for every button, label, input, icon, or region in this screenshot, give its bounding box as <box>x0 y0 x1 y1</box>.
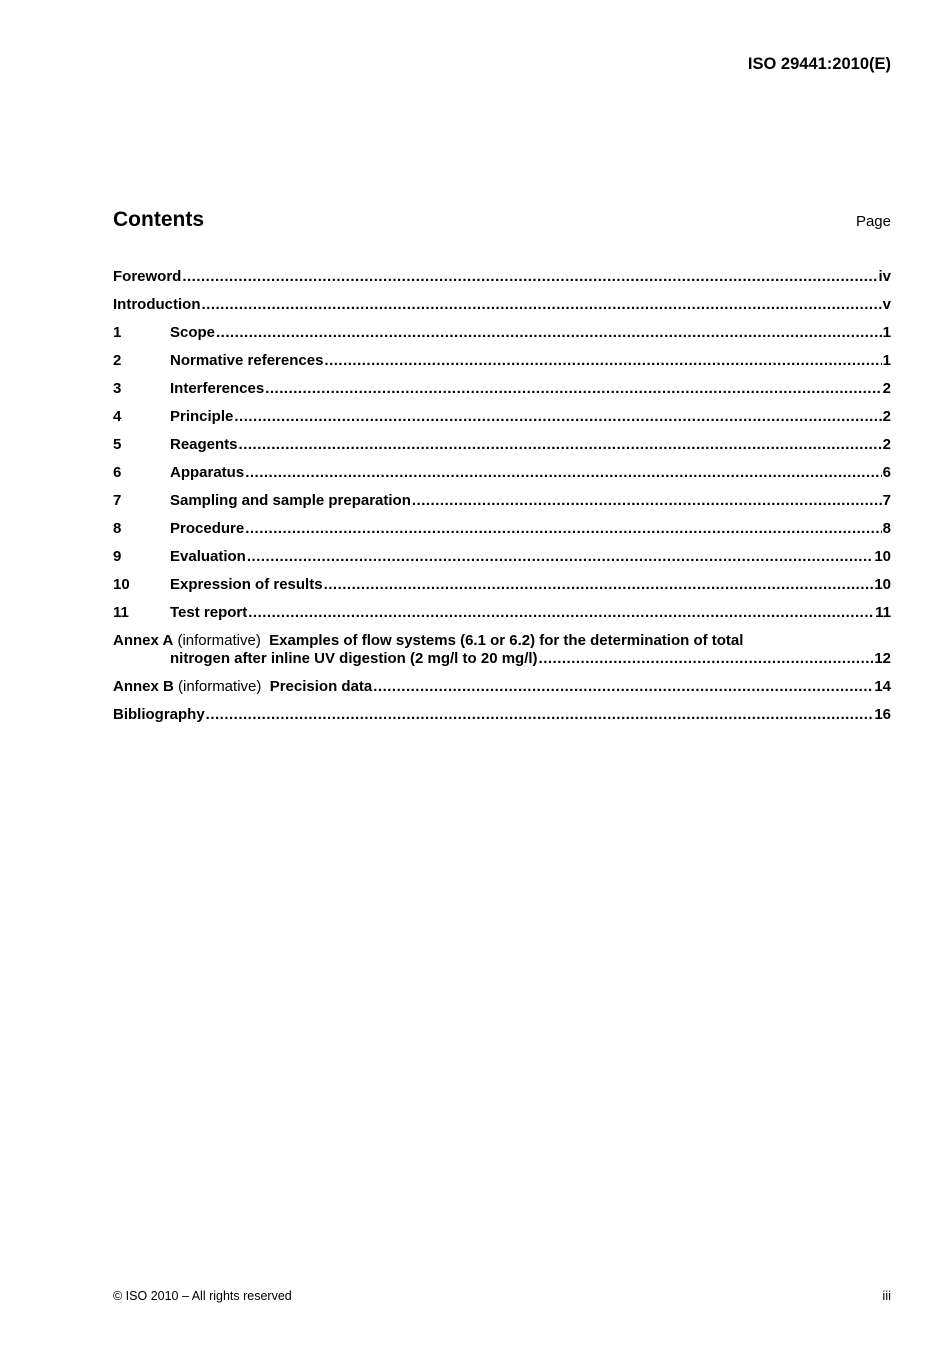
toc-entry-clause-4[interactable] <box>113 408 891 436</box>
document-id: ISO 29441:2010(E) <box>747 55 891 73</box>
toc-entry-number: 6 <box>113 464 122 481</box>
toc-entry-title: Sampling and sample preparation <box>170 492 411 509</box>
dot-leader <box>247 548 873 565</box>
footer-page-number: iii <box>882 1288 891 1303</box>
toc-entry-bibliography[interactable] <box>113 706 891 734</box>
toc-entry-number: 3 <box>113 380 122 397</box>
toc-entry-clause-7[interactable] <box>113 492 891 520</box>
toc-entry-annex-b[interactable] <box>113 678 891 706</box>
toc-entry-clause-11[interactable] <box>113 604 891 632</box>
toc-entry-number: 1 <box>113 324 122 341</box>
dot-leader <box>324 576 874 593</box>
toc-entry-title: Foreword <box>113 268 182 285</box>
toc-entry-number: 4 <box>113 408 122 425</box>
toc-entry-clause-1[interactable] <box>113 324 891 352</box>
dot-leader <box>539 650 874 667</box>
toc-entry-page: iv <box>878 268 891 285</box>
toc-entry-clause-5[interactable] <box>113 436 891 464</box>
dot-leader <box>248 604 874 621</box>
toc-entry-title: Procedure <box>170 520 245 537</box>
dot-leader <box>234 408 881 425</box>
toc-entry-number: 10 <box>113 576 130 593</box>
toc-entry-title: Evaluation <box>170 548 246 565</box>
toc-entry-clause-10[interactable] <box>113 576 891 604</box>
toc-entry-page: 14 <box>874 678 891 695</box>
toc-entry-number: 2 <box>113 352 122 369</box>
annex-title-line1: Examples of flow systems (6.1 or 6.2) for the determination of total <box>269 632 744 649</box>
toc-entry-title: Principle <box>170 408 234 425</box>
dot-leader <box>245 520 881 537</box>
contents-header <box>113 208 891 232</box>
toc-entry-title: Introduction <box>113 296 201 313</box>
toc-entry-title: Interferences <box>170 380 265 397</box>
toc-entry-title: Reagents <box>170 436 238 453</box>
toc-entry-page: v <box>882 296 891 313</box>
toc-entry-number: 8 <box>113 520 122 537</box>
annex-type <box>173 632 269 649</box>
dot-leader <box>324 352 881 369</box>
toc-entry-page: 2 <box>882 380 891 397</box>
toc-entry-page: 8 <box>882 520 891 537</box>
toc-entry-page: 10 <box>874 548 891 565</box>
annex-label: Annex A <box>113 632 174 649</box>
toc-entry-page: 16 <box>874 706 891 723</box>
toc-entry-page: 12 <box>874 650 891 667</box>
toc-entry-clause-2[interactable] <box>113 352 891 380</box>
annex-title-line2: nitrogen after inline UV digestion (2 mg/l to 20 mg/l) <box>170 650 538 667</box>
toc-entry-title: Apparatus <box>170 464 245 481</box>
annex-label: Annex B <box>113 678 174 695</box>
toc-entry-page: 11 <box>875 604 891 621</box>
toc-entry-clause-6[interactable] <box>113 464 891 492</box>
toc-entry-page: 2 <box>882 436 891 453</box>
contents-title: Contents <box>113 208 204 231</box>
toc-entry-page: 1 <box>882 324 891 341</box>
dot-leader <box>265 380 881 397</box>
toc-entry-clause-8[interactable] <box>113 520 891 548</box>
toc-entry-page: 10 <box>874 576 891 593</box>
dot-leader <box>239 436 882 453</box>
toc-entry-number: 11 <box>113 604 129 621</box>
dot-leader <box>182 268 877 285</box>
toc-entry-annex-a[interactable] <box>113 632 891 650</box>
table-of-contents <box>113 268 891 734</box>
annex-type <box>174 678 270 695</box>
annex-type-text: (informative) <box>178 678 262 695</box>
toc-entry-number: 5 <box>113 436 122 453</box>
toc-entry-annex-a-continuation[interactable] <box>113 650 891 678</box>
footer-copyright: © ISO 2010 – All rights reserved <box>113 1289 292 1303</box>
dot-leader <box>373 678 873 695</box>
toc-entry-title: Bibliography <box>113 706 205 723</box>
toc-entry-page: 6 <box>882 464 891 481</box>
toc-entry-page: 7 <box>882 492 891 509</box>
toc-entry-introduction[interactable] <box>113 296 891 324</box>
toc-entry-title: Scope <box>170 324 216 341</box>
toc-entry-title: Test report <box>170 604 248 621</box>
annex-type-text: (informative) <box>177 632 261 649</box>
dot-leader <box>216 324 882 341</box>
dot-leader <box>206 706 874 723</box>
toc-entry-page: 2 <box>882 408 891 425</box>
page-column-label: Page <box>855 213 891 230</box>
dot-leader <box>201 296 881 313</box>
toc-entry-number: 7 <box>113 492 122 509</box>
toc-entry-clause-9[interactable] <box>113 548 891 576</box>
toc-entry-foreword[interactable] <box>113 268 891 296</box>
toc-entry-title: Normative references <box>170 352 324 369</box>
toc-entry-title: Expression of results <box>170 576 323 593</box>
toc-entry-number: 9 <box>113 548 122 565</box>
toc-entry-page: 1 <box>882 352 891 369</box>
annex-title: Precision data <box>269 678 373 695</box>
dot-leader <box>245 464 881 481</box>
dot-leader <box>412 492 882 509</box>
toc-entry-clause-3[interactable] <box>113 380 891 408</box>
